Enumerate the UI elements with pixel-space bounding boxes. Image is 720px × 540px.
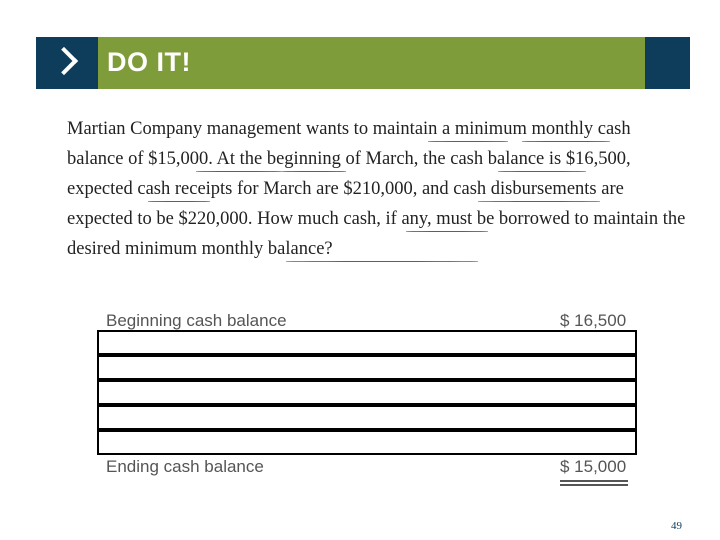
ending-balance-value: $ 15,000 <box>560 457 627 476</box>
question-text: Martian Company management wants to maintain a minimum monthly cash balance of $15,000. At the beginning of March, the cash balance is $16,500, expected cash receipts for March are $210,000, and cash disbursements are expected to be $220,000. How much cash, if any, must be borrowed to maintain the desired minimum monthly balance? <box>67 119 686 259</box>
annotation-underline <box>196 171 282 172</box>
slide-title: DO IT! <box>107 47 191 77</box>
blank-row <box>97 430 637 455</box>
annotation-underline <box>286 261 478 262</box>
annotation-underline <box>498 171 586 172</box>
annotation-underline <box>522 141 610 142</box>
blank-row <box>97 355 637 380</box>
page-number: 49 <box>671 520 682 532</box>
beginning-balance-value: $ 16,500 <box>560 311 627 330</box>
annotation-underline <box>406 231 488 232</box>
double-underline <box>560 480 628 482</box>
annotation-underline <box>478 201 600 202</box>
double-underline <box>560 484 628 486</box>
ending-balance-label: Ending cash balance <box>106 457 264 476</box>
annotation-underline <box>428 141 508 142</box>
annotation-underline <box>282 171 346 172</box>
blank-row <box>97 405 637 430</box>
beginning-balance-label: Beginning cash balance <box>106 311 287 330</box>
blank-row <box>97 330 637 355</box>
annotation-underline <box>148 201 210 202</box>
blank-row <box>97 380 637 405</box>
header-right-panel <box>645 37 690 89</box>
